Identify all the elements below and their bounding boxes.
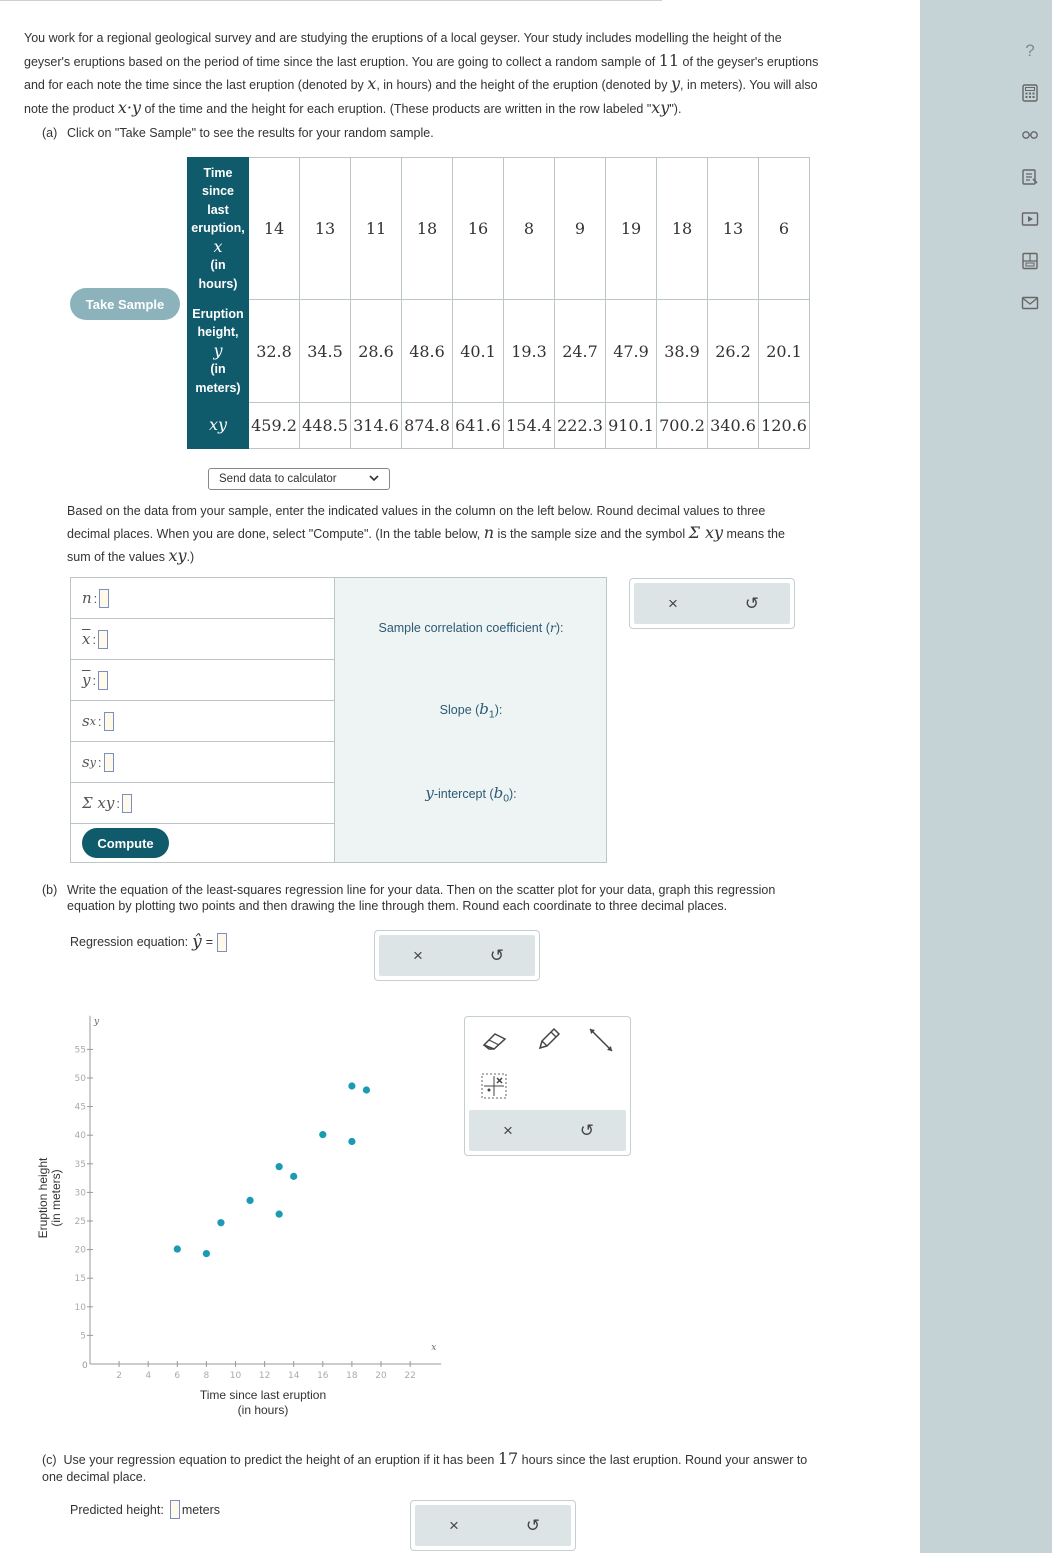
table-cell-xy: 700.2: [657, 403, 708, 449]
undo-button[interactable]: ↺: [579, 1121, 595, 1140]
data-point: [174, 1245, 181, 1252]
table-cell-y: 20.1: [759, 300, 810, 403]
y-axis-title-units: (in meters): [49, 1169, 63, 1227]
data-point: [290, 1173, 297, 1180]
graph-tools-panel: [464, 1016, 631, 1156]
table-cell-y: 28.6: [351, 300, 402, 403]
table-cell-xy: 874.8: [402, 403, 453, 449]
y-tick-label: 55: [74, 1045, 86, 1056]
x-tick-label: 2: [116, 1371, 122, 1381]
problem-intro: You work for a regional geological survey and are studying the eruptions of a local geyser. Your study includes modelling the height of the geyser's eruptions based on the period of time since the last eruption. You are going to collect a random sample of 11 of the geyser's eruptions and for each note the time since the last eruption (denoted by x, in hours) and the height of the eruption (denoted by y, in meters). You will also note the product x·y of the time and the height for each eruption. (These products are written in the row labeled "xy").: [24, 31, 819, 117]
y-tick-label: 15: [74, 1274, 86, 1285]
sidebar: [920, 0, 1052, 1553]
eraser-icon[interactable]: [481, 1027, 509, 1058]
point-tool-icon[interactable]: [481, 1073, 507, 1104]
x-tick-label: 4: [145, 1371, 152, 1381]
part-b-prompt: (b) Write the equation of the least-squares regression line for your data. Then on the scatter plot for your data, graph this regression equation by plotting two points and then drawing the line through them. Round each coordinate to three decimal places.: [42, 883, 776, 913]
mail-icon[interactable]: [1018, 292, 1042, 314]
n-row: n :: [71, 578, 334, 619]
table-cell-xy: 222.3: [555, 403, 606, 449]
send-data-dropdown[interactable]: Send data to calculator: [208, 468, 390, 490]
take-sample-button[interactable]: Take Sample: [70, 288, 180, 320]
regression-input[interactable]: [217, 933, 227, 952]
compute-button[interactable]: Compute: [82, 828, 169, 858]
table-cell-y: 19.3: [504, 300, 555, 403]
y-tick-label: 45: [74, 1102, 86, 1113]
table-cell-y: 40.1: [453, 300, 504, 403]
data-point: [363, 1086, 370, 1093]
clear-button[interactable]: ×: [449, 1516, 459, 1535]
entry-controls: [629, 578, 795, 629]
ybar-input[interactable]: [98, 671, 108, 690]
row-header-height: Eruption height, y (in meters): [188, 300, 249, 403]
table-cell-y: 26.2: [708, 300, 759, 403]
sy-input[interactable]: [104, 753, 114, 772]
data-point: [348, 1082, 355, 1089]
y-tick-label: 5: [80, 1331, 86, 1342]
y-tick-label: 25: [74, 1217, 86, 1227]
intercept-label: y-intercept $(b_0)$:: [425, 784, 517, 805]
table-cell-y: 32.8: [249, 300, 300, 403]
clear-button[interactable]: ×: [503, 1121, 513, 1140]
x-axis-title-units: (in hours): [237, 1403, 289, 1417]
table-cell-y: 24.7: [555, 300, 606, 403]
data-point: [319, 1131, 326, 1138]
regression-controls: [374, 930, 540, 981]
data-point: [217, 1219, 224, 1226]
table-cell-xy: 154.4: [504, 403, 555, 449]
row-header-xy: xy: [188, 403, 249, 449]
table-cell-xy: 910.1: [606, 403, 657, 449]
slope-label: Slope $(b_1)$:: [439, 700, 503, 721]
sx-input[interactable]: [104, 712, 114, 731]
table-cell-x: 13: [300, 158, 351, 300]
ybar-row: $\overline{y}$ :: [71, 660, 334, 701]
n-input[interactable]: [99, 589, 109, 608]
y-tick-label: 50: [74, 1074, 86, 1084]
undo-button[interactable]: ↺: [744, 594, 760, 613]
x-tick-label: 22: [404, 1371, 416, 1381]
part-a-prompt: (a) Click on "Take Sample" to see the results for your random sample.: [42, 126, 434, 140]
table-cell-xy: 448.5: [300, 403, 351, 449]
correlation-label: Sample correlation coefficient (r):: [378, 620, 564, 635]
sample-data-table: [187, 157, 810, 449]
sumxy-row: Σ xy :: [71, 783, 334, 824]
table-cell-x: 9: [555, 158, 606, 300]
table-cell-xy: 641.6: [453, 403, 504, 449]
x-tick-label: 18: [346, 1371, 358, 1381]
clear-button[interactable]: ×: [668, 594, 678, 613]
progress-line: [0, 0, 662, 1]
predicted-height-input[interactable]: [170, 1500, 180, 1519]
table-cell-xy: 340.6: [708, 403, 759, 449]
y-tick-label: 10: [74, 1302, 86, 1313]
predicted-height: Predicted height: meters: [70, 1500, 220, 1519]
table-cell-x: 14: [249, 158, 300, 300]
data-point: [276, 1211, 283, 1218]
y-tick-label: 30: [74, 1188, 86, 1199]
clear-button[interactable]: ×: [413, 946, 423, 965]
table-cell-x: 18: [657, 158, 708, 300]
part-c-prompt: (c) Use your regression equation to predict the height of an eruption if it has been 17 hours since the last eruption. Round your answer to one decimal place.: [42, 1449, 808, 1484]
chevron-down-icon: [368, 472, 380, 487]
sy-row: s y :: [71, 742, 334, 783]
prediction-controls: [410, 1500, 576, 1551]
sumxy-input[interactable]: [122, 794, 132, 813]
y-tick-label: 35: [74, 1159, 86, 1170]
table-cell-y: 34.5: [300, 300, 351, 403]
notes-icon[interactable]: [1018, 166, 1042, 188]
glasses-icon[interactable]: [1018, 124, 1042, 146]
video-icon[interactable]: [1018, 208, 1042, 230]
x-tick-label: 10: [229, 1371, 242, 1381]
table-cell-x: 8: [504, 158, 555, 300]
undo-button[interactable]: ↺: [489, 946, 505, 965]
table-cell-y: 38.9: [657, 300, 708, 403]
line-tool-icon[interactable]: [586, 1025, 616, 1060]
table-cell-x: 6: [759, 158, 810, 300]
help-icon[interactable]: ?: [1025, 41, 1035, 60]
regression-equation: Regression equation: ŷ =: [70, 932, 227, 952]
statistics-entry-table: [70, 577, 607, 863]
data-point: [348, 1138, 355, 1145]
origin-label: 0: [82, 1361, 88, 1371]
data-point: [203, 1250, 210, 1257]
y-tick-label: 20: [74, 1245, 86, 1256]
row-header-time: Time since last eruption, x (in hours): [188, 158, 249, 300]
table-cell-xy: 459.2: [249, 403, 300, 449]
sx-row: s x :: [71, 701, 334, 742]
table-cell-x: 19: [606, 158, 657, 300]
y-axis-name: y: [94, 1016, 100, 1027]
undo-button[interactable]: ↺: [525, 1516, 541, 1535]
scatter-plot[interactable]: [0, 1005, 460, 1425]
table-cell-x: 18: [402, 158, 453, 300]
x-tick-label: 14: [287, 1371, 300, 1381]
x-tick-label: 12: [258, 1371, 271, 1381]
data-point: [246, 1197, 253, 1204]
table-cell-y: 48.6: [402, 300, 453, 403]
textbook-icon[interactable]: [1018, 250, 1042, 272]
data-point: [276, 1163, 283, 1170]
y-axis-title: Eruption height: [36, 1157, 50, 1239]
table-cell-x: 16: [453, 158, 504, 300]
x-axis-title: Time since last eruption: [199, 1388, 327, 1402]
calculator-icon[interactable]: [1018, 82, 1042, 104]
pencil-icon[interactable]: [535, 1025, 563, 1058]
table-cell-xy: 314.6: [351, 403, 402, 449]
x-tick-label: 6: [174, 1371, 181, 1381]
x-axis-name: x: [431, 1343, 437, 1353]
instructions: Based on the data from your sample, enter the indicated values in the column on the left below. Round decimal values to three decimal places. When you are done, select "Compute". (In the table below, n is the sample size and the symbol Σ xy means the sum of the values xy.): [67, 504, 785, 565]
xbar-input[interactable]: [98, 630, 108, 649]
table-cell-y: 47.9: [606, 300, 657, 403]
y-tick-label: 40: [74, 1131, 86, 1142]
x-tick-label: 16: [317, 1371, 329, 1381]
x-tick-label: 20: [375, 1371, 387, 1381]
table-cell-x: 11: [351, 158, 402, 300]
x-tick-label: 8: [203, 1371, 210, 1381]
table-cell-x: 13: [708, 158, 759, 300]
table-cell-xy: 120.6: [759, 403, 810, 449]
xbar-row: $\overline{x}$ :: [71, 619, 334, 660]
